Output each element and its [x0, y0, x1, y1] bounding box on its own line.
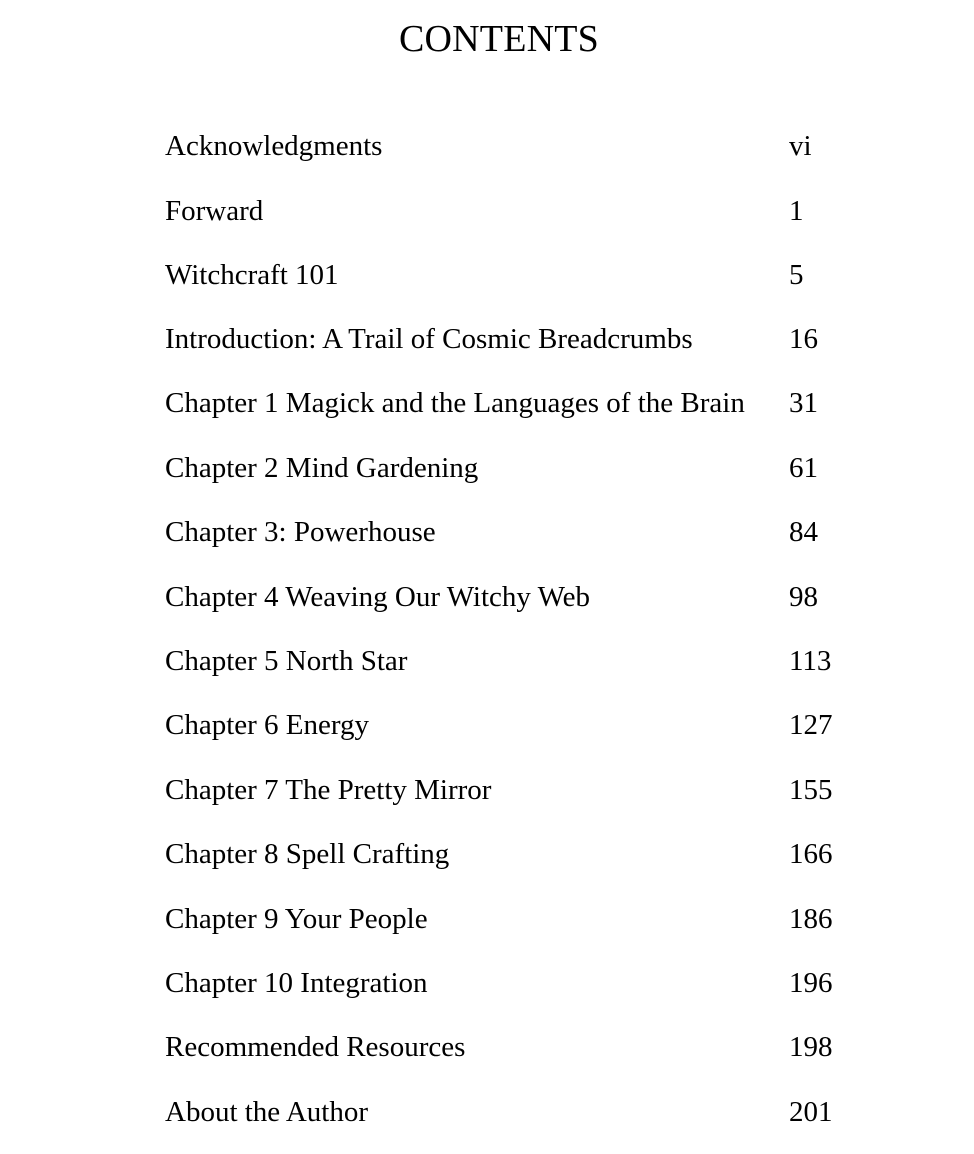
toc-entry-acknowledgments — [0, 126, 974, 166]
toc-entry-title: Chapter 10 Integration — [165, 967, 428, 999]
toc-entry-page: 31 — [789, 387, 818, 419]
toc-entry-chapter-10 — [0, 963, 974, 1003]
toc-entry-title: About the Author — [165, 1096, 368, 1128]
toc-entry-title: Acknowledgments — [165, 130, 383, 162]
toc-entry-title: Chapter 1 Magick and the Languages of the Brain — [165, 387, 745, 419]
toc-entry-page: 201 — [789, 1096, 833, 1128]
toc-entry-about-the-author — [0, 1092, 974, 1132]
toc-entry-title: Chapter 4 Weaving Our Witchy Web — [165, 581, 591, 613]
toc-entry-page: vi — [789, 130, 812, 162]
toc-entry-introduction — [0, 319, 974, 359]
toc-entry-title: Witchcraft 101 — [165, 259, 339, 291]
toc-entry-page: 186 — [789, 903, 833, 935]
toc-entry-page: 198 — [789, 1031, 833, 1063]
toc-entry-title: Chapter 6 Energy — [165, 709, 370, 741]
toc-entry-page: 196 — [789, 967, 833, 999]
toc-entry-page: 5 — [789, 259, 804, 291]
page-title: CONTENTS — [398, 18, 600, 60]
toc-entry-chapter-6 — [0, 705, 974, 745]
toc-entry-title: Chapter 2 Mind Gardening — [165, 452, 479, 484]
toc-entry-chapter-2 — [0, 448, 974, 488]
toc-entry-chapter-5 — [0, 641, 974, 681]
toc-entry-title: Forward — [165, 195, 264, 227]
toc-entry-recommended-resources — [0, 1027, 974, 1067]
toc-entry-page: 98 — [789, 581, 818, 613]
toc-entry-chapter-3 — [0, 512, 974, 552]
toc-entry-title: Chapter 8 Spell Crafting — [165, 838, 450, 870]
toc-entry-title: Chapter 5 North Star — [165, 645, 408, 677]
toc-entry-page: 84 — [789, 516, 818, 548]
toc-entry-page: 61 — [789, 452, 818, 484]
toc-entry-page: 16 — [789, 323, 818, 355]
toc-entry-witchcraft-101 — [0, 255, 974, 295]
toc-entry-forward — [0, 191, 974, 231]
toc-entry-page: 113 — [789, 645, 832, 677]
toc-entry-page: 155 — [789, 774, 833, 806]
toc-entry-chapter-9 — [0, 899, 974, 939]
toc-entry-title: Recommended Resources — [165, 1031, 466, 1063]
toc-entry-chapter-1 — [0, 383, 974, 423]
toc-entry-title: Chapter 9 Your People — [165, 903, 428, 935]
toc-entry-title: Introduction: A Trail of Cosmic Breadcrumbs — [165, 323, 693, 355]
toc-entry-title: Chapter 7 The Pretty Mirror — [165, 774, 492, 806]
toc-entry-page: 127 — [789, 709, 833, 741]
toc-entry-chapter-8 — [0, 834, 974, 874]
toc-entry-chapter-4 — [0, 577, 974, 617]
toc-entry-page: 166 — [789, 838, 833, 870]
toc-entry-title: Chapter 3: Powerhouse — [165, 516, 436, 548]
toc-entry-page: 1 — [789, 195, 804, 227]
toc-entry-chapter-7 — [0, 770, 974, 810]
